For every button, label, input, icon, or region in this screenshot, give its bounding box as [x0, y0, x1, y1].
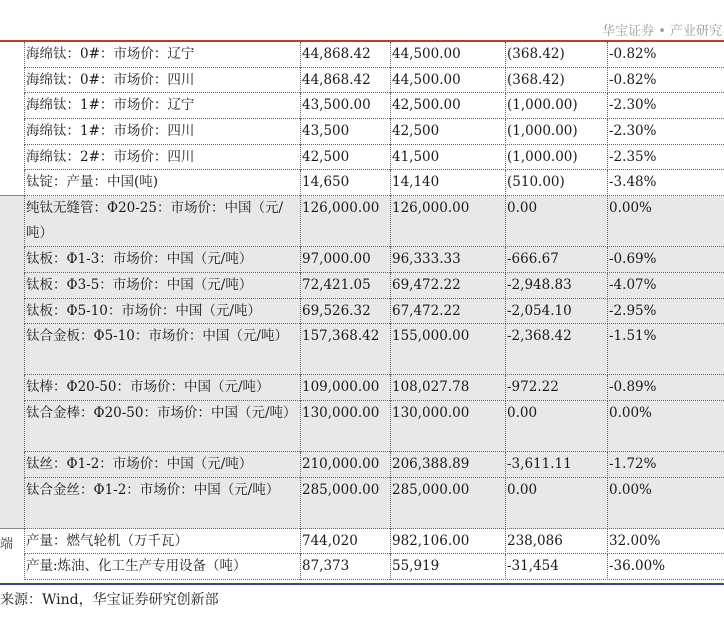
row-name-cell: 海绵钛：1#：市场价：四川 [26, 123, 195, 140]
change-pct-cell: -0.69% [609, 251, 657, 268]
value-cell-1: 210,000.00 [302, 455, 380, 472]
row-name-cell: 钛板：Φ1-3：市场价：中国（元/吨） [26, 251, 253, 268]
change-pct-cell: 32.00% [609, 532, 661, 549]
value-cell-1: 44,868.42 [302, 71, 371, 88]
change-cell: 0.00 [507, 200, 538, 217]
column-divider [505, 375, 506, 401]
change-cell: -2,368.42 [507, 328, 572, 345]
table-row [0, 170, 724, 196]
table-row [0, 119, 724, 145]
column-divider [390, 42, 391, 68]
change-pct-cell: 0.00% [609, 200, 652, 217]
column-divider [390, 145, 391, 171]
column-divider [390, 196, 391, 247]
value-cell-1: 43,500 [302, 123, 350, 140]
column-divider [300, 273, 301, 299]
column-divider [505, 273, 506, 299]
table-row [0, 299, 724, 325]
column-divider [24, 401, 25, 452]
value-cell-2: 206,388.89 [392, 455, 470, 472]
change-cell: -2,054.10 [507, 302, 572, 319]
value-cell-1: 69,526.32 [302, 302, 371, 319]
value-cell-2: 69,472.22 [392, 276, 461, 293]
table-row [0, 529, 724, 555]
change-pct-cell: -36.00% [609, 558, 666, 575]
column-divider [300, 119, 301, 145]
value-cell-1: 126,000.00 [302, 200, 380, 217]
row-name-cell: 海绵钛：1#：市场价：辽宁 [26, 97, 195, 114]
change-pct-cell: -1.72% [609, 455, 657, 472]
column-divider [607, 68, 608, 94]
change-pct-cell: -2.35% [609, 148, 657, 165]
change-cell: (368.42) [507, 71, 565, 88]
column-divider [505, 554, 506, 580]
column-divider [24, 145, 25, 171]
change-pct-cell: -2.30% [609, 123, 657, 140]
value-cell-2: 41,500 [392, 148, 440, 165]
column-divider [390, 401, 391, 452]
column-divider [300, 529, 301, 555]
column-divider [607, 93, 608, 119]
value-cell-2: 14,140 [392, 174, 440, 191]
column-divider [607, 247, 608, 273]
column-divider [300, 68, 301, 94]
column-divider [505, 452, 506, 478]
group-separator [0, 528, 24, 529]
change-cell: 0.00 [507, 481, 538, 498]
column-divider [300, 478, 301, 529]
column-divider [607, 478, 608, 529]
column-divider [390, 247, 391, 273]
row-name-cell: 钛板：Φ5-10：市场价：中国（元/吨） [26, 302, 261, 319]
change-pct-cell: 0.00% [609, 481, 652, 498]
column-divider [24, 93, 25, 119]
group-label-downstream: 端 [0, 536, 14, 552]
table-row [0, 93, 724, 119]
value-cell-1: 97,000.00 [302, 251, 371, 268]
change-pct-cell: -1.51% [609, 328, 657, 345]
column-divider [607, 554, 608, 580]
value-cell-1: 157,368.42 [302, 328, 380, 345]
row-name-cell: 钛锭：产量：中国(吨) [26, 174, 159, 191]
column-divider [300, 170, 301, 196]
change-pct-cell: -0.82% [609, 46, 657, 62]
column-divider [24, 299, 25, 325]
column-divider [24, 324, 25, 375]
column-divider [390, 324, 391, 375]
column-divider [390, 119, 391, 145]
column-divider [300, 145, 301, 171]
row-name-cell: 产量：燃气轮机（万千瓦） [26, 532, 188, 549]
column-divider [390, 375, 391, 401]
table-row [0, 401, 724, 452]
column-divider [390, 554, 391, 580]
value-cell-2: 42,500.00 [392, 97, 461, 114]
column-divider [24, 554, 25, 580]
table-row [0, 196, 724, 247]
table-row [0, 324, 724, 375]
column-divider [24, 119, 25, 145]
column-divider [300, 196, 301, 247]
column-divider [300, 93, 301, 119]
row-name-cell: 产量:炼油、化工生产专用设备（吨） [26, 558, 247, 575]
value-cell-2: 982,106.00 [392, 532, 470, 549]
row-name-cell: 钛棒：Φ20-50：市场价：中国（元/吨） [26, 379, 270, 396]
change-cell: (1,000.00) [507, 123, 578, 140]
column-divider [390, 68, 391, 94]
row-name-cell: 钛丝：Φ1-2：市场价：中国（元/吨） [26, 455, 253, 472]
column-divider [390, 299, 391, 325]
row-divider [24, 579, 724, 580]
value-cell-2: 44,500.00 [392, 71, 461, 88]
column-divider [390, 478, 391, 529]
row-name-cell: 钛合金棒：Φ20-50：市场价：中国（元/吨） [26, 404, 297, 421]
column-divider [505, 42, 506, 68]
value-cell-2: 42,500 [392, 123, 440, 140]
column-divider [300, 324, 301, 375]
table-row [0, 554, 724, 580]
change-pct-cell: -0.89% [609, 379, 657, 396]
value-cell-1: 44,868.42 [302, 46, 371, 62]
table-row [0, 247, 724, 273]
value-cell-1: 130,000.00 [302, 404, 380, 421]
column-divider [24, 68, 25, 94]
column-divider [607, 452, 608, 478]
row-name-cell: 海绵钛：0#：市场价：辽宁 [26, 46, 195, 62]
column-divider [505, 478, 506, 529]
table-row [0, 478, 724, 529]
report-header: 华宝证券 • 产业研究 [602, 24, 722, 39]
change-cell: -31,454 [507, 558, 559, 575]
change-cell: 0.00 [507, 404, 538, 421]
value-cell-1: 14,650 [302, 174, 350, 191]
row-name-cell: 纯钛无缝管：Φ20-25：市场价：中国（元/吨） [26, 200, 284, 242]
column-divider [24, 452, 25, 478]
table-row [0, 68, 724, 94]
change-pct-cell: -4.07% [609, 276, 657, 293]
value-cell-1: 87,373 [302, 558, 350, 575]
column-divider [300, 42, 301, 68]
column-divider [607, 401, 608, 452]
column-divider [505, 93, 506, 119]
column-divider [24, 42, 25, 68]
column-divider [505, 299, 506, 325]
row-name-cell: 钛合金板：Φ5-10：市场价：中国（元/吨） [26, 328, 288, 345]
column-divider [505, 119, 506, 145]
change-cell: -972.22 [507, 379, 559, 396]
change-pct-cell: -0.82% [609, 71, 657, 88]
row-name-cell: 钛板：Φ3-5：市场价：中国（元/吨） [26, 276, 253, 293]
column-divider [24, 273, 25, 299]
column-divider [24, 170, 25, 196]
change-cell: (1,000.00) [507, 97, 578, 114]
row-name-cell: 钛合金丝：Φ1-2：市场价：中国（元/吨） [26, 481, 280, 498]
change-cell: 238,086 [507, 532, 563, 549]
change-cell: -666.67 [507, 251, 559, 268]
column-divider [607, 196, 608, 247]
column-divider [390, 93, 391, 119]
column-divider [505, 68, 506, 94]
change-pct-cell: -2.30% [609, 97, 657, 114]
table-row [0, 42, 724, 68]
column-divider [300, 375, 301, 401]
value-cell-2: 44,500.00 [392, 46, 461, 62]
value-cell-1: 72,421.05 [302, 276, 371, 293]
change-cell: (1,000.00) [507, 148, 578, 165]
column-divider [607, 273, 608, 299]
column-divider [390, 452, 391, 478]
change-cell: (510.00) [507, 174, 565, 191]
column-divider [607, 170, 608, 196]
change-cell: (368.42) [507, 46, 565, 62]
column-divider [607, 324, 608, 375]
value-cell-2: 130,000.00 [392, 404, 470, 421]
column-divider [24, 529, 25, 555]
change-cell: -3,611.11 [507, 455, 572, 472]
table-row [0, 273, 724, 299]
change-pct-cell: 0.00% [609, 404, 652, 421]
value-cell-1: 42,500 [302, 148, 350, 165]
column-divider [390, 529, 391, 555]
row-name-cell: 海绵钛：2#：市场价：四川 [26, 148, 195, 165]
value-cell-2: 285,000.00 [392, 481, 470, 498]
table-row [0, 145, 724, 171]
column-divider [24, 375, 25, 401]
column-divider [505, 145, 506, 171]
table-row [0, 452, 724, 478]
value-cell-1: 43,500.00 [302, 97, 371, 114]
table-row [0, 375, 724, 401]
column-divider [505, 401, 506, 452]
column-divider [607, 42, 608, 68]
column-divider [300, 554, 301, 580]
value-cell-1: 109,000.00 [302, 379, 380, 396]
column-divider [607, 529, 608, 555]
column-divider [390, 273, 391, 299]
table-bottom-rule [0, 583, 724, 585]
group-separator [0, 195, 24, 196]
value-cell-2: 55,919 [392, 558, 440, 575]
column-divider [607, 375, 608, 401]
change-cell: -2,948.83 [507, 276, 572, 293]
column-divider [505, 529, 506, 555]
column-divider [24, 196, 25, 247]
value-cell-2: 108,027.78 [392, 379, 470, 396]
column-divider [300, 299, 301, 325]
change-pct-cell: -2.95% [609, 302, 657, 319]
value-cell-2: 96,333.33 [392, 251, 461, 268]
change-pct-cell: -3.48% [609, 174, 657, 191]
value-cell-2: 126,000.00 [392, 200, 470, 217]
column-divider [505, 170, 506, 196]
column-divider [505, 324, 506, 375]
column-divider [300, 401, 301, 452]
value-cell-1: 744,020 [302, 532, 358, 549]
column-divider [390, 170, 391, 196]
column-divider [24, 247, 25, 273]
column-divider [300, 247, 301, 273]
value-cell-2: 155,000.00 [392, 328, 470, 345]
column-divider [607, 299, 608, 325]
column-divider [505, 247, 506, 273]
column-divider [607, 119, 608, 145]
value-cell-1: 285,000.00 [302, 481, 380, 498]
value-cell-2: 67,472.22 [392, 302, 461, 319]
data-table [0, 42, 724, 580]
row-name-cell: 海绵钛：0#：市场价：四川 [26, 71, 195, 88]
column-divider [300, 452, 301, 478]
column-divider [24, 478, 25, 529]
source-note: 来源：Wind，华宝证券研究创新部 [0, 592, 219, 608]
column-divider [505, 196, 506, 247]
column-divider [607, 145, 608, 171]
